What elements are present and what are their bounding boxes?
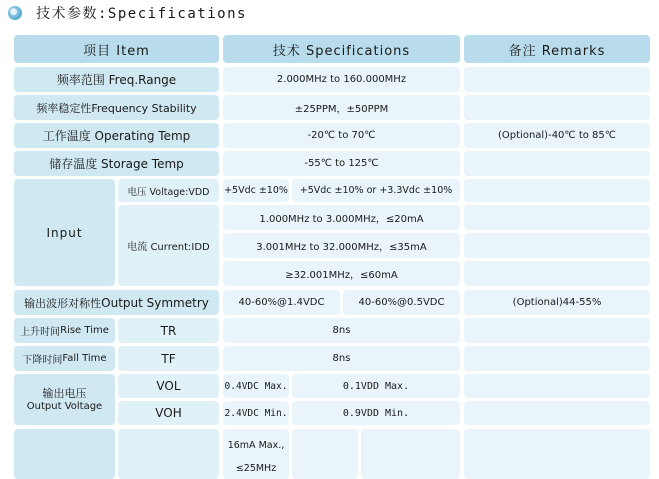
input-voltage-label: 电压 Voltage:VDD xyxy=(118,179,219,202)
circle-bullet-icon xyxy=(8,6,22,20)
rise-time-value: 8ns xyxy=(223,318,460,343)
fall-time-label-en: Fall Time xyxy=(62,353,107,364)
section-title xyxy=(8,2,247,24)
input-current-1: 1.000MHz to 3.000MHz，≤20mA xyxy=(223,205,460,230)
symmetry-label xyxy=(14,290,219,315)
freq-stability-label: 频率稳定性Frequency Stability xyxy=(14,95,219,120)
freq-range-label: 频率范围 Freq.Range xyxy=(14,67,219,92)
output-voltage-label-en: Output Voltage xyxy=(26,400,103,412)
input-current-3-remark xyxy=(464,261,650,286)
storage-temp-remark xyxy=(464,151,650,176)
freq-stability-value: ±25PPM，±50PPM xyxy=(223,95,460,120)
next-row-remark xyxy=(464,429,650,479)
next-row-line2: ≤25MHz xyxy=(235,463,277,474)
header-spec: 技术 Specifications xyxy=(223,35,460,63)
input-voltage-a: +5Vdc ±10% xyxy=(223,179,289,202)
rise-time-symbol: TR xyxy=(118,318,219,343)
section-title-text: 技术参数:Specifications xyxy=(36,6,247,22)
symmetry-value-b: 40-60%@0.5VDC xyxy=(343,290,460,315)
output-voltage-label-cn: 输出电压 xyxy=(42,386,87,400)
voh-remark xyxy=(464,401,650,425)
rise-time-label xyxy=(14,318,115,343)
operating-temp-value: -20℃ to 70℃ xyxy=(223,123,460,148)
voh-symbol: VOH xyxy=(118,401,219,425)
rise-time-label-cn: 上升时间 xyxy=(20,327,61,338)
fall-time-label-cn: 下降时间 xyxy=(22,355,63,366)
symmetry-remark: (Optional)44-55% xyxy=(464,290,650,315)
freq-stability-remark xyxy=(464,95,650,120)
fall-time-remark xyxy=(464,346,650,371)
header-remarks: 备注 Remarks xyxy=(464,35,650,63)
next-row-symbol xyxy=(118,429,219,479)
freq-range-remark xyxy=(464,67,650,92)
input-current-label: 电流 Current:IDD xyxy=(118,205,219,286)
storage-temp-label: 储存温度 Storage Temp xyxy=(14,151,219,176)
next-row-value-b xyxy=(292,429,358,479)
input-current-2: 3.001MHz to 32.000MHz，≤35mA xyxy=(223,233,460,258)
next-row-value-c xyxy=(361,429,460,479)
rise-time-remark xyxy=(464,318,650,343)
input-current-3: ≥32.001MHz，≤60mA xyxy=(223,261,460,286)
operating-temp-label: 工作温度 Operating Temp xyxy=(14,123,219,148)
symmetry-label-cn: 输出波形对称性 xyxy=(24,296,102,310)
vol-value-b: 0.1VDD Max. xyxy=(292,374,460,398)
fall-time-value: 8ns xyxy=(223,346,460,371)
storage-temp-value: -55℃ to 125℃ xyxy=(223,151,460,176)
vol-remark xyxy=(464,374,650,398)
output-voltage-label xyxy=(14,374,115,425)
next-row-label xyxy=(14,429,115,479)
input-voltage-b: +5Vdc ±10% or +3.3Vdc ±10% xyxy=(292,179,460,202)
vol-value-a: 0.4VDC Max. xyxy=(223,374,289,398)
next-row-line1: 16mA Max., xyxy=(227,440,285,451)
input-current-1-remark xyxy=(464,205,650,230)
vol-symbol: VOL xyxy=(118,374,219,398)
voh-value-a: 2.4VDC Min. xyxy=(223,401,289,425)
rise-time-label-en: Rise Time xyxy=(60,325,109,336)
input-current-2-remark xyxy=(464,233,650,258)
voh-value-b: 0.9VDD Min. xyxy=(292,401,460,425)
operating-temp-remark: (Optional)-40℃ to 85℃ xyxy=(464,123,650,148)
header-item: 项目 Item xyxy=(14,35,219,63)
symmetry-value-a: 40-60%@1.4VDC xyxy=(223,290,340,315)
input-label: Input xyxy=(14,179,115,286)
fall-time-label xyxy=(14,346,115,371)
input-voltage-remark xyxy=(464,179,650,202)
symmetry-label-en: Output Symmetry xyxy=(101,295,209,310)
freq-range-value: 2.000MHz to 160.000MHz xyxy=(223,67,460,92)
next-row-value-a xyxy=(223,429,289,479)
fall-time-symbol: TF xyxy=(118,346,219,371)
